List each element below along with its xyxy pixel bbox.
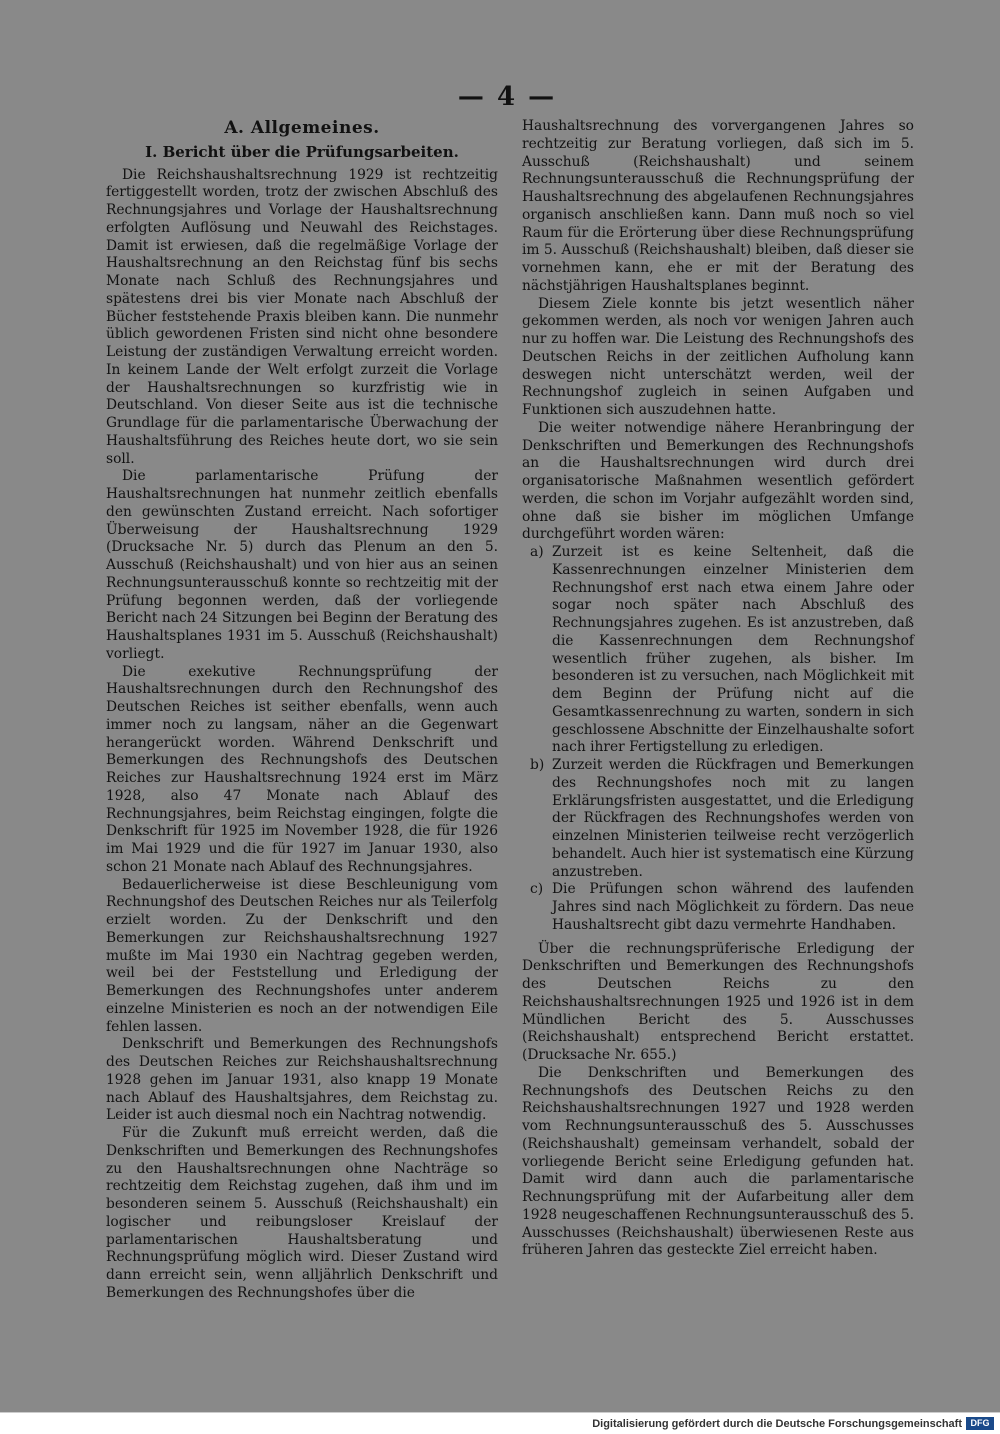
list-item-text: Zurzeit ist es keine Seltenheit, daß die Kassenrechnungen einzelner Ministerien dem Rechnungshof erst nach etwa einem Jahre oder sogar noch später nach Abschluß des Rechnungsjahres zugehen. Es ist anzustreben, daß die Kassenrechnungen dem Rechnungshof wesentlich früher zugehen, als bisher. Im besonderen ist zu versuchen, nach Möglichkeit mit dem Beginn der Prüfung nicht auf die Gesamtkassenrechnung zu warten, sondern in sich geschlossene Abschnitte der Einzelhaushalte sofort nach ihrer Fertigstellung zu erledigen. <box>552 544 914 756</box>
list-item <box>522 757 914 881</box>
paragraph: Diesem Ziele konnte bis jetzt wesentlich näher gekommen werden, als noch vor wenigen Jahren auch nur zu hoffen war. Die Leistung des Rechnungshofs des Deutschen Reichs in der zeitlichen Aufholung kann deswegen nicht unterschätzt werden, weil der Rechnungshof zugleich in seinen Aufgaben und Funktionen sich auszudehnen hatte. <box>522 295 914 418</box>
list-item-text: Zurzeit werden die Rückfragen und Bemerkungen des Rechnungshofes noch mit zu langen Erklärungsfristen ausgestattet, und die Erledigung der Rückfragen des Rechnungshofes werden von einzelnen Ministerien teilweise recht verzögerlich behandelt. Auch hier ist systematisch eine Kürzung anzustreben. <box>552 757 914 880</box>
page-number: — 4 — <box>457 82 557 112</box>
footer-bar <box>0 1412 1000 1434</box>
paragraph: Bedauerlicherweise ist diese Beschleunigung vom Rechnungshof des Deutschen Reiches nur als Teilerfolg erzielt worden. Zu der Denkschrift und den Bemerkungen zur Reichshaushaltsrechnung 1927 mußte im Mai 1930 ein Nachtrag gegeben werden, weil bei der Feststellung und Erledigung der Bemerkungen des Rechnungshofes unter anderem einzelne Ministerien es noch an der notwendigen Eile fehlen lassen. <box>106 876 498 1035</box>
section-heading: A. Allgemeines. <box>224 118 380 138</box>
paragraph: Über die rechnungsprüferische Erledigung der Denkschriften und Bemerkungen des Rechnungshofs des Deutschen Reichs zu den Reichshaushaltsrechnungen 1925 und 1926 ist in dem Mündlichen Bericht des 5. Ausschusses (Reichshaushalt) entsprechend Bericht erstattet. (Drucksache Nr. 655.) <box>522 940 914 1063</box>
list-marker: a) <box>530 544 544 560</box>
left-column <box>106 120 498 1303</box>
list-item <box>522 544 914 757</box>
paragraph: Die Reichshaushaltsrechnung 1929 ist rechtzeitig fertiggestellt worden, trotz der zwischen Abschluß des Rechnungsjahres und Vorlage der Haushaltsrechnung erfolgten Auflösung und Neuwahl des Reichstages. Damit ist erwiesen, daß die regelmäßige Vorlage der Haushaltsrechnung an den Reichstag fünf bis sechs Monate nach Schluß des Rechnungsjahres und spätestens drei bis vier Monate nach Abschluß der Bücher feststehende Praxis bleiben kann. Die nunmehr üblich gewordenen Fristen sind nicht ohne besondere Leistung der zuständigen Verwaltung erreicht worden. In keinem Lande der Welt erfolgt zurzeit die Vorlage der Haushaltsrechnungen so kurzfristig wie in Deutschland. Von dieser Seite aus ist die technische Grundlage für die parlamentarische Überwachung der Haushaltsführung des Reiches heute dort, wo sie sein soll. <box>106 166 498 467</box>
subsection-heading: I. Bericht über die Prüfungsarbeiten. <box>145 142 459 161</box>
list-item <box>522 881 914 934</box>
paragraph: Die weiter notwendige nähere Heranbringung der Denkschriften und Bemerkungen des Rechnungshofs an die Haushaltsrechnungen wird durch drei organisatorische Maßnahmen wesentlich gefördert werden, die schon im Vorjahr aufgezählt worden sind, ohne daß sie bisher im möglichen Umfange durchgeführt worden wären: <box>522 419 914 543</box>
measures-list <box>522 544 914 935</box>
paragraph: Denkschrift und Bemerkungen des Rechnungshofs des Deutschen Reiches zur Reichshaushaltsrechnung 1928 gehen im Januar 1931, also knapp 19 Monate nach Ablauf des Haushaltsjahres, dem Reichstag zu. Leider ist auch diesmal noch ein Nachtrag notwendig. <box>106 1036 498 1124</box>
paragraph: Die parlamentarische Prüfung der Haushaltsrechnungen hat nunmehr zeitlich ebenfalls den gewünschten Zustand erreicht. Nach sofortiger Überweisung der Haushaltsrechnung 1929 (Drucksache Nr. 5) durch das Plenum an den 5. Ausschuß (Reichshaushalt) und von hier aus an seinen Rechnungsunterausschuß konnte so rechtzeitig mit der Prüfung begonnen werden, daß der vorliegende Bericht nach 24 Sitzungen bei Beginn der Beratung des Haushaltsplanes 1931 im 5. Ausschuß (Reichshaushalt) vorliegt. <box>106 468 498 662</box>
dfg-logo: DFG <box>966 1417 994 1430</box>
paragraph: Für die Zukunft muß erreicht werden, daß die Denkschriften und Bemerkungen des Rechnungshofes zu den Haushaltsrechnungen ohne Nachträge so rechtzeitig dem Reichstag zugehen, daß ihm und im besonderen seinem 5. Ausschuß (Reichshaushalt) ein logischer und reibungsloser Kreislauf der parlamentarischen Haushaltsberatung und Rechnungsprüfung möglich wird. Dieser Zustand wird dann erreicht sein, wenn alljährlich Denkschrift und Bemerkungen des Rechnungshofes über die <box>106 1125 498 1301</box>
paragraph: Haushaltsrechnung des vorvergangenen Jahres so rechtzeitig zur Beratung vorliegen, daß sich im 5. Ausschuß (Reichshaushalt) und seinem Rechnungsunterausschuß die Rechnungsprüfung der Haushaltsrechnung des abgelaufenen Rechnungsjahres organisch anschließen kann. Dann muß noch so viel Raum für die Erörterung über diese Rechnungsprüfung im 5. Ausschuß (Reichshaushalt) bleiben, daß dieser sie vornehmen kann, ehe er mit der Beratung des nächstjährigen Haushaltsplanes beginnt. <box>522 118 914 294</box>
list-marker: c) <box>530 881 544 898</box>
funding-notice: Digitalisierung gefördert durch die Deutsche Forschungsgemeinschaft <box>592 1418 962 1430</box>
paragraph: Die exekutive Rechnungsprüfung der Haushaltsrechnungen durch den Rechnungshof des Deutschen Reiches ist seither ebenfalls, wenn auch immer noch zu langsam, näher an die Gegenwart herangerückt worden. Während Denkschrift und Bemerkungen des Rechnungshofs des Deutschen Reiches zur Haushaltsrechnung 1924 erst im März 1928, also 47 Monate nach Ablauf des Rechnungsjahres, beim Reichstag eingingen, folgte die Denkschrift für 1925 im November 1928, die für 1926 im Mai 1929 und die für 1927 im Januar 1930, also schon 21 Monate nach Ablauf des Rechnungsjahres. <box>106 663 498 875</box>
right-column <box>522 118 914 1260</box>
list-marker: b) <box>530 757 545 773</box>
paragraph: Die Denkschriften und Bemerkungen des Rechnungshofs des Deutschen Reichs zu den Reichshaushaltsrechnungen 1927 und 1928 werden vom Rechnungsunterausschuß des 5. Ausschusses (Reichshaushalt) gemeinsam verhandelt, sobald der vorliegende Bericht seine Erledigung gefunden hat. Damit wird dann auch die parlamentarische Rechnungsprüfung mit der Aufarbeitung aller dem 1928 neugeschaffenen Rechnungsunterausschuß des 5. Ausschusses (Reichshaushalt) überwiesenen Reste aus früheren Jahren das gesteckte Ziel erreicht haben. <box>522 1064 914 1259</box>
list-item-text: Die Prüfungen schon während des laufenden Jahres sind nach Möglichkeit zu fördern. Das neue Haushaltsrecht gibt dazu vermehrte Handhaben. <box>552 881 914 933</box>
